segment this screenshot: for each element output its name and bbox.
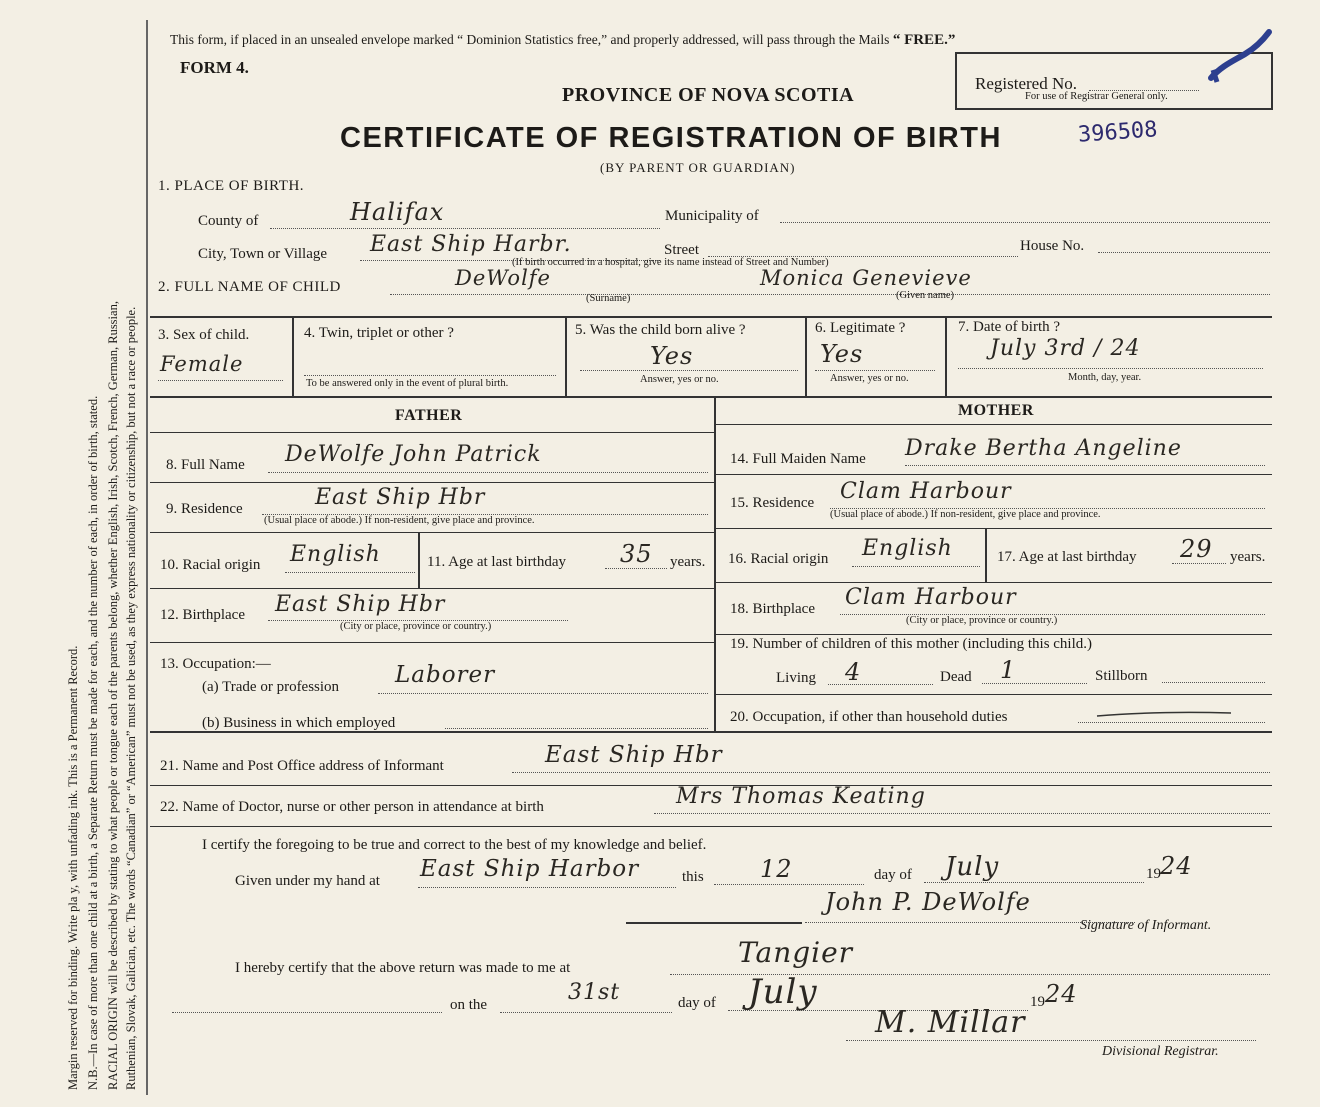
legitimate-line <box>815 370 935 371</box>
stillborn-line <box>1162 682 1265 683</box>
father-rule-4 <box>150 588 714 589</box>
father-residence-note: (Usual place of abode.) If non-resident, give place and province. <box>264 515 535 526</box>
sex-line <box>158 380 283 381</box>
informant-value: East Ship Hbr <box>545 742 723 768</box>
living-value: 4 <box>845 658 862 686</box>
year-value: 24 <box>1160 852 1193 880</box>
hereby-certify-label: I hereby certify that the above return was made to me at <box>235 960 571 976</box>
mother-race-value: English <box>862 536 953 561</box>
mother-name-line <box>905 465 1265 466</box>
father-birthplace-label: 12. Birthplace <box>160 607 245 623</box>
this-label: this <box>682 869 704 885</box>
row-rule-bottom <box>150 396 1272 398</box>
father-years-label: years. <box>670 554 706 570</box>
father-name-label: 8. Full Name <box>166 457 245 473</box>
dead-line <box>982 683 1087 684</box>
col-divider-3 <box>805 316 807 396</box>
father-race-label: 10. Racial origin <box>160 557 261 573</box>
attendant-line <box>654 813 1270 814</box>
col-divider-2 <box>565 316 567 396</box>
registrar-place-value: Tangier <box>738 936 854 969</box>
province-heading: PROVINCE OF NOVA SCOTIA <box>562 84 855 106</box>
mother-residence-label: 15. Residence <box>730 495 815 511</box>
day-line <box>714 884 864 885</box>
certificate-subtitle: (BY PARENT OR GUARDIAN) <box>600 160 796 175</box>
street-label: Street <box>664 242 699 258</box>
mother-rule-5 <box>714 634 1272 635</box>
father-heading: FATHER <box>395 407 463 424</box>
informant-sig-rule <box>626 922 802 924</box>
dob-note: Month, day, year. <box>1068 372 1142 383</box>
margin-note-racial-origin: RACIAL ORIGIN will be described by stating to what people or tongue each of the parents belong, whether English, Irish, Scotch, French, German, Russian, <box>106 301 120 1090</box>
reg-month-value: July <box>748 972 818 1012</box>
father-rule-3 <box>150 532 714 533</box>
mother-age-line <box>1172 563 1226 564</box>
legitimate-label: 6. Legitimate ? <box>815 320 906 336</box>
mother-residence-note: (Usual place of abode.) If non-resident, give place and province. <box>830 509 1101 520</box>
margin-rule <box>146 20 148 1095</box>
twin-label: 4. Twin, triplet or other ? <box>304 325 454 341</box>
col-divider-4 <box>945 316 947 396</box>
hospital-note: (If birth occurred in a hospital, give its name instead of Street and Number) <box>512 257 829 268</box>
father-rule-2 <box>150 482 714 483</box>
mail-notice: This form, if placed in an unsealed envelope marked “ Dominion Statistics free,” and properly addressed, will pass through the Mails “ FREE.” <box>170 32 956 48</box>
informant-line <box>512 772 1270 773</box>
county-label: County of <box>198 213 259 229</box>
attendant-value: Mrs Thomas Keating <box>676 784 926 809</box>
month-line <box>924 882 1144 883</box>
father-name-line <box>268 472 708 473</box>
mother-name-label: 14. Full Maiden Name <box>730 451 866 467</box>
father-race-value: English <box>290 542 381 567</box>
child-name-label: 2. FULL NAME OF CHILD <box>158 279 341 295</box>
city-value: East Ship Harbr. <box>370 232 572 257</box>
attendant-label: 22. Name of Doctor, nurse or other person in attendance at birth <box>160 799 544 815</box>
parents-divider <box>714 396 716 731</box>
sex-value: Female <box>160 352 244 376</box>
reg-year-value: 24 <box>1045 980 1078 1008</box>
dob-line <box>958 368 1263 369</box>
reg-year-prefix: 19 <box>1030 994 1045 1010</box>
month-value: July <box>945 852 1000 882</box>
mother-years-label: years. <box>1230 549 1266 565</box>
registered-label: Registered No. <box>975 74 1077 93</box>
living-label: Living <box>776 670 816 686</box>
born-alive-label: 5. Was the child born alive ? <box>575 322 746 338</box>
informant-signature: John P. DeWolfe <box>825 888 1031 916</box>
legitimate-note: Answer, yes or no. <box>830 373 909 384</box>
mother-rule-4 <box>714 582 1272 583</box>
mother-rule-3 <box>714 528 1272 529</box>
municipality-label: Municipality of <box>665 208 759 224</box>
born-alive-value: Yes <box>650 342 694 370</box>
dash-mark <box>1095 708 1235 720</box>
given-under-label: Given under my hand at <box>235 873 380 889</box>
mother-rule-2 <box>714 474 1272 475</box>
year-prefix: 19 <box>1146 866 1161 882</box>
father-residence-label: 9. Residence <box>166 501 243 517</box>
reg-day-line <box>500 1012 672 1013</box>
father-rule-1 <box>150 432 714 433</box>
county-value: Halifax <box>350 198 445 226</box>
municipality-line <box>780 222 1270 223</box>
dead-value: 1 <box>1000 656 1017 684</box>
father-age-value: 35 <box>620 540 653 568</box>
house-label: House No. <box>1020 238 1085 254</box>
rule-22-bottom <box>150 826 1272 827</box>
mother-rule-6 <box>714 694 1272 695</box>
mother-occupation-line <box>1078 722 1265 723</box>
reg-day-of-label: day of <box>678 995 716 1011</box>
dead-label: Dead <box>940 669 972 685</box>
father-age-divider <box>418 532 420 588</box>
given-at-line <box>418 887 676 888</box>
father-residence-value: East Ship Hbr <box>315 485 486 510</box>
registrar-signature: M. Millar <box>875 1005 1026 1040</box>
margin-note-multiple-births: N.B.—In case of more than one child at a birth, a Separate Return must be made for each, and the number of each, in order of birth, stated. <box>86 395 100 1090</box>
mother-residence-value: Clam Harbour <box>840 479 1012 504</box>
mother-occupation-label: 20. Occupation, if other than household duties <box>730 709 1008 725</box>
registration-stamp-number: 396508 <box>1077 117 1159 148</box>
father-birthplace-note: (City or place, province or country.) <box>340 621 492 632</box>
row-rule-top <box>150 316 1272 318</box>
given-name-note: (Given name) <box>896 290 955 301</box>
twin-note: To be answered only in the event of plural birth. <box>306 378 509 389</box>
mother-race-line <box>852 566 980 567</box>
margin-note-racial-origin-2: Ruthenian, Slovak, Galician, etc. The words “Canadian” or “American” must not be used, as they express nationality or citizenship, but not a race or people. <box>124 306 138 1090</box>
father-rule-5 <box>150 642 714 643</box>
certify-statement: I certify the foregoing to be true and correct to the best of my knowledge and belief. <box>202 837 707 853</box>
child-given-name-value: Monica Genevieve <box>760 266 972 290</box>
day-value: 12 <box>760 855 793 883</box>
certificate-title: CERTIFICATE OF REGISTRATION OF BIRTH <box>340 122 1002 154</box>
stillborn-label: Stillborn <box>1095 668 1148 684</box>
mother-birthplace-note: (City or place, province or country.) <box>906 615 1058 626</box>
surname-note: (Surname) <box>586 293 631 304</box>
registered-note: For use of Registrar General only. <box>1025 91 1168 102</box>
twin-line <box>304 375 556 376</box>
father-age-label: 11. Age at last birthday <box>427 554 566 570</box>
father-race-line <box>285 572 415 573</box>
signature-of-informant-label: Signature of Informant. <box>1080 918 1212 933</box>
legitimate-value: Yes <box>820 340 864 368</box>
child-surname-value: DeWolfe <box>455 266 551 290</box>
mother-race-label: 16. Racial origin <box>728 551 829 567</box>
mother-birthplace-label: 18. Birthplace <box>730 601 815 617</box>
children-count-label: 19. Number of children of this mother (including this child.) <box>730 636 1093 652</box>
registrar-leading-line <box>172 1012 442 1013</box>
trade-value: Laborer <box>395 662 496 688</box>
day-of-label: day of <box>874 867 912 883</box>
divisional-registrar-label: Divisional Registrar. <box>1102 1044 1219 1059</box>
occupation-label: 13. Occupation:— <box>160 656 271 672</box>
father-name-value: DeWolfe John Patrick <box>285 442 542 467</box>
mother-age-divider <box>985 528 987 582</box>
mother-heading: MOTHER <box>958 402 1034 419</box>
dob-value: July 3rd / 24 <box>990 336 1141 361</box>
mother-rule-1 <box>714 424 1272 425</box>
mother-name-value: Drake Bertha Angeline <box>905 436 1182 461</box>
form-number: FORM 4. <box>180 58 249 77</box>
mother-age-value: 29 <box>1180 535 1213 563</box>
father-age-line <box>605 568 667 569</box>
business-label: (b) Business in which employed <box>202 715 396 731</box>
col-divider-1 <box>292 316 294 396</box>
father-birthplace-value: East Ship Hbr <box>275 592 446 617</box>
reg-day-value: 31st <box>568 980 621 1005</box>
on-the-label: on the <box>450 997 488 1013</box>
given-at-value: East Ship Harbor <box>420 856 640 882</box>
business-line <box>445 728 708 729</box>
born-alive-line <box>580 370 798 371</box>
registrar-sig-line <box>846 1040 1256 1041</box>
trade-line <box>378 693 708 694</box>
margin-note-binding: Margin reserved for binding. Write pla y, with unfading ink. This is a Permanent Record. <box>66 645 80 1090</box>
city-label: City, Town or Village <box>198 246 328 262</box>
county-line <box>270 228 660 229</box>
mother-age-label: 17. Age at last birthday <box>997 549 1137 565</box>
registered-box <box>955 52 1273 110</box>
sex-label: 3. Sex of child. <box>158 327 250 343</box>
mother-birthplace-value: Clam Harbour <box>845 585 1017 610</box>
check-mark-icon <box>1205 26 1275 96</box>
trade-label: (a) Trade or profession <box>202 679 340 695</box>
informant-label: 21. Name and Post Office address of Informant <box>160 758 444 774</box>
dob-label: 7. Date of birth ? <box>958 319 1061 335</box>
place-of-birth-label: 1. PLACE OF BIRTH. <box>158 178 305 194</box>
house-line <box>1098 252 1270 253</box>
born-alive-note: Answer, yes or no. <box>640 374 719 385</box>
living-line <box>828 684 933 685</box>
child-name-line <box>390 294 1270 295</box>
